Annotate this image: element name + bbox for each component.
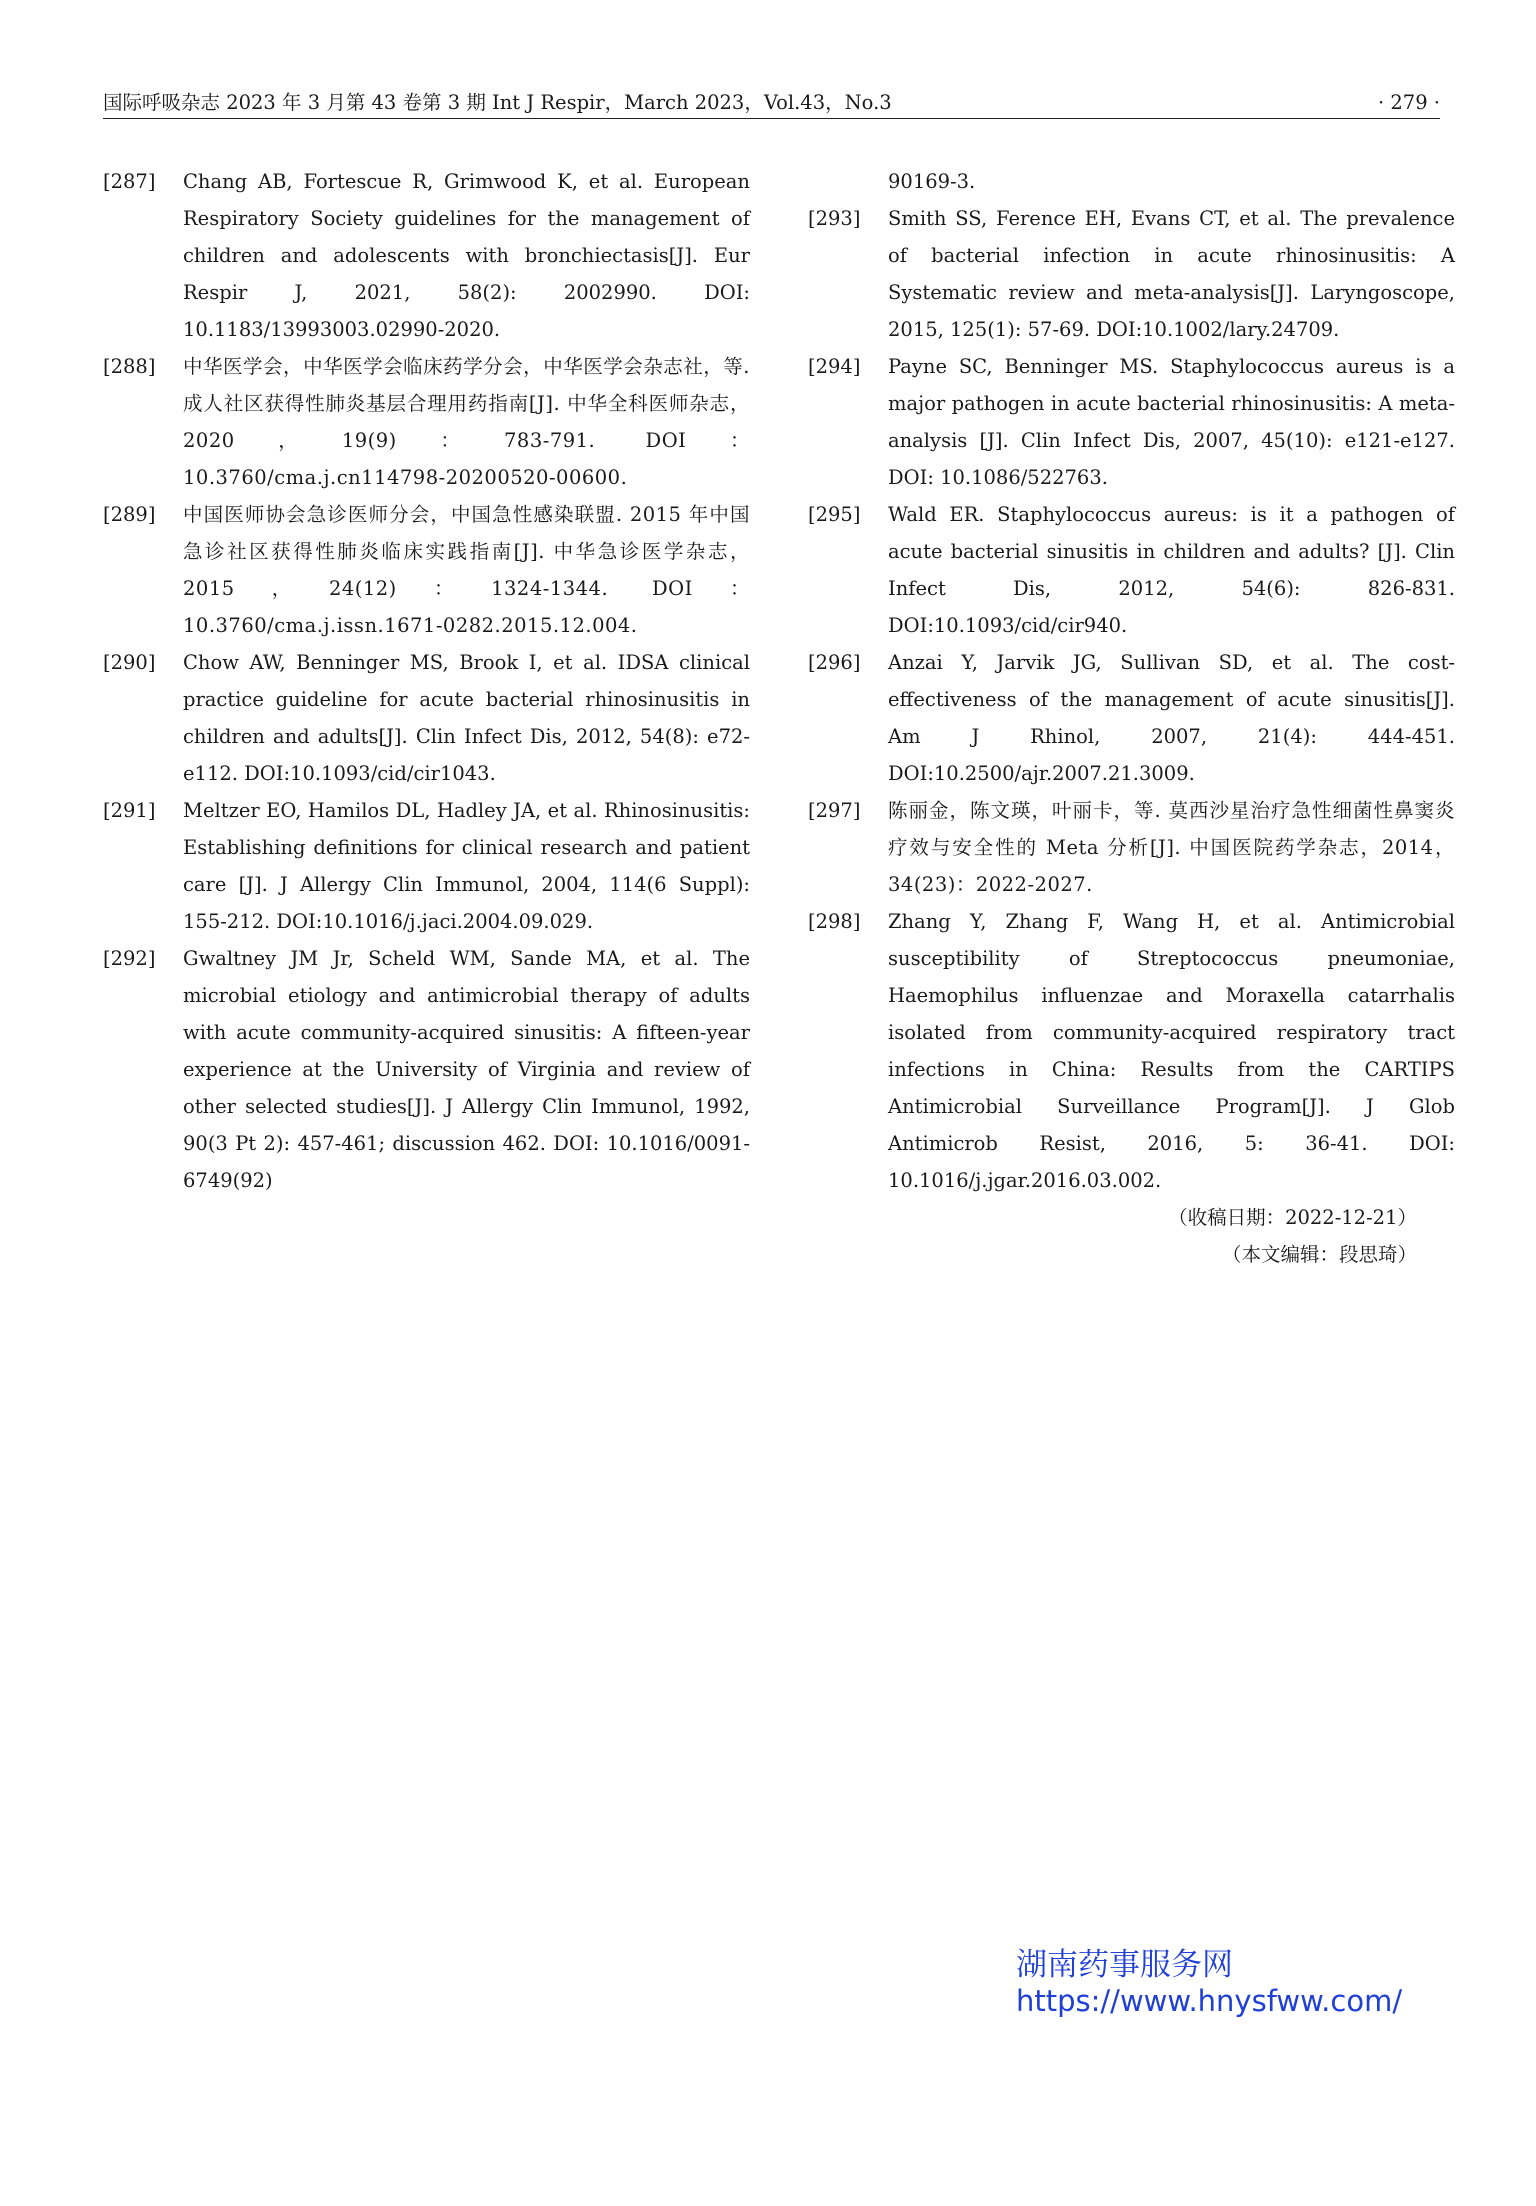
reference-item bbox=[103, 163, 750, 348]
references-left-column bbox=[103, 163, 750, 1199]
reference-item bbox=[808, 200, 1455, 348]
received-date: （收稿日期：2022-12-21） bbox=[1168, 1206, 1417, 1229]
reference-item bbox=[103, 644, 750, 792]
references-right-column bbox=[808, 163, 1455, 1273]
reference-item bbox=[808, 644, 1455, 792]
watermark-site-name: 湖南药事服务网 bbox=[1016, 1947, 1233, 1983]
reference-number: [293] bbox=[808, 207, 861, 230]
page-number: · 279 · bbox=[1377, 91, 1440, 114]
reference-item bbox=[103, 496, 750, 644]
reference-text: Chow AW, Benninger MS, Brook I, et al. IDSA clinical practice guideline for acute bacterial rhinosinusitis in children and adults[J]. Clin Infect Dis, 2012, 54(8): e72-e112. DOI:10.1093/cid/cir1043. bbox=[183, 651, 750, 785]
reference-text: 陈丽金，陈文瑛，叶丽卡，等. 莫西沙星治疗急性细菌性鼻窦炎疗效与安全性的 Meta 分析[J]. 中国医院药学杂志，2014，34(23)：2022-2027. bbox=[888, 799, 1455, 896]
reference-item bbox=[103, 940, 750, 1199]
reference-number: [295] bbox=[808, 503, 861, 526]
reference-number: [291] bbox=[103, 799, 156, 822]
reference-item bbox=[808, 792, 1455, 903]
journal-citation-header: 国际呼吸杂志 2023 年 3 月第 43 卷第 3 期 Int J Respir，March 2023，Vol.43，No.3 bbox=[103, 91, 892, 114]
reference-item bbox=[103, 792, 750, 940]
reference-number: [296] bbox=[808, 651, 861, 674]
reference-number: [288] bbox=[103, 355, 156, 378]
reference-item bbox=[808, 496, 1455, 644]
reference-number: [298] bbox=[808, 910, 861, 933]
reference-text: Payne SC, Benninger MS. Staphylococcus aureus is a major pathogen in acute bacterial rhinosinusitis: A meta-analysis [J]. Clin Infect Dis, 2007, 45(10): e121-e127. DOI: 10.1086/522763. bbox=[888, 355, 1455, 489]
running-header bbox=[103, 92, 1440, 119]
reference-number: [287] bbox=[103, 170, 156, 193]
reference-text: Wald ER. Staphylococcus aureus: is it a pathogen of acute bacterial sinusitis in children and adults? [J]. Clin Infect Dis, 2012, 54(6): 826-831. DOI:10.1093/cid/cir940. bbox=[888, 503, 1455, 637]
reference-text: Anzai Y, Jarvik JG, Sullivan SD, et al. The cost-effectiveness of the management of acute sinusitis[J]. Am J Rhinol, 2007, 21(4): 444-451. DOI:10.2500/ajr.2007.21.3009. bbox=[888, 651, 1455, 785]
reference-number: [297] bbox=[808, 799, 861, 822]
reference-number: [289] bbox=[103, 503, 156, 526]
reference-item bbox=[103, 348, 750, 496]
reference-continuation: 90169-3. bbox=[888, 170, 976, 193]
editor-note: （本文编辑：段思琦） bbox=[1221, 1243, 1417, 1266]
reference-text: 中华医学会，中华医学会临床药学分会，中华医学会杂志社，等. 成人社区获得性肺炎基层合理用药指南[J]. 中华全科医师杂志，2020，19(9)：783-791. DOI：10.3760/cma.j.cn114798-20200520-00600. bbox=[183, 355, 750, 489]
reference-text: Chang AB, Fortescue R, Grimwood K, et al. European Respiratory Society guidelines for the management of children and adolescents with bronchiectasis[J]. Eur Respir J, 2021, 58(2): 2002990. DOI: 10.1183/13993003.02990-2020. bbox=[183, 170, 750, 341]
reference-text: Smith SS, Ference EH, Evans CT, et al. The prevalence of bacterial infection in acute rhinosinusitis: A Systematic review and meta-analysis[J]. Laryngoscope, 2015, 125(1): 57-69. DOI:10.1002/lary.24709. bbox=[888, 207, 1455, 341]
reference-text: Zhang Y, Zhang F, Wang H, et al. Antimicrobial susceptibility of Streptococcus pneumoniae, Haemophilus influenzae and Moraxella catarrhalis isolated from community-acquired respiratory tract infections in China: Results from the CARTIPS Antimicrobial Surveillance Program[J]. J Glob Antimicrob Resist, 2016, 5: 36-41. DOI: 10.1016/j.jgar.2016.03.002. bbox=[888, 910, 1455, 1192]
reference-number: [290] bbox=[103, 651, 156, 674]
reference-number: [294] bbox=[808, 355, 861, 378]
reference-text: Meltzer EO, Hamilos DL, Hadley JA, et al. Rhinosinusitis: Establishing definitions for clinical research and patient care [J]. J Allergy Clin Immunol, 2004, 114(6 Suppl): 155-212. DOI:10.1016/j.jaci.2004.09.029. bbox=[183, 799, 750, 933]
manuscript-notes bbox=[808, 1199, 1455, 1273]
reference-number: [292] bbox=[103, 947, 156, 970]
reference-item bbox=[808, 903, 1455, 1199]
reference-item bbox=[808, 348, 1455, 496]
reference-text: 中国医师协会急诊医师分会，中国急性感染联盟. 2015 年中国急诊社区获得性肺炎临床实践指南[J]. 中华急诊医学杂志，2015，24(12)：1324-1344. DOI：10.3760/cma.j.issn.1671-0282.2015.12.004. bbox=[183, 503, 750, 637]
watermark-url: https://www.hnysfww.com/ bbox=[1016, 1984, 1403, 2018]
watermark bbox=[1016, 1946, 1402, 2018]
reference-text: Gwaltney JM Jr, Scheld WM, Sande MA, et al. The microbial etiology and antimicrobial therapy of adults with acute community-acquired sinusitis: A fifteen-year experience at the University of Virginia and review of other selected studies[J]. J Allergy Clin Immunol, 1992, 90(3 Pt 2): 457-461; discussion 462. DOI: 10.1016/0091-6749(92) bbox=[183, 947, 750, 1192]
